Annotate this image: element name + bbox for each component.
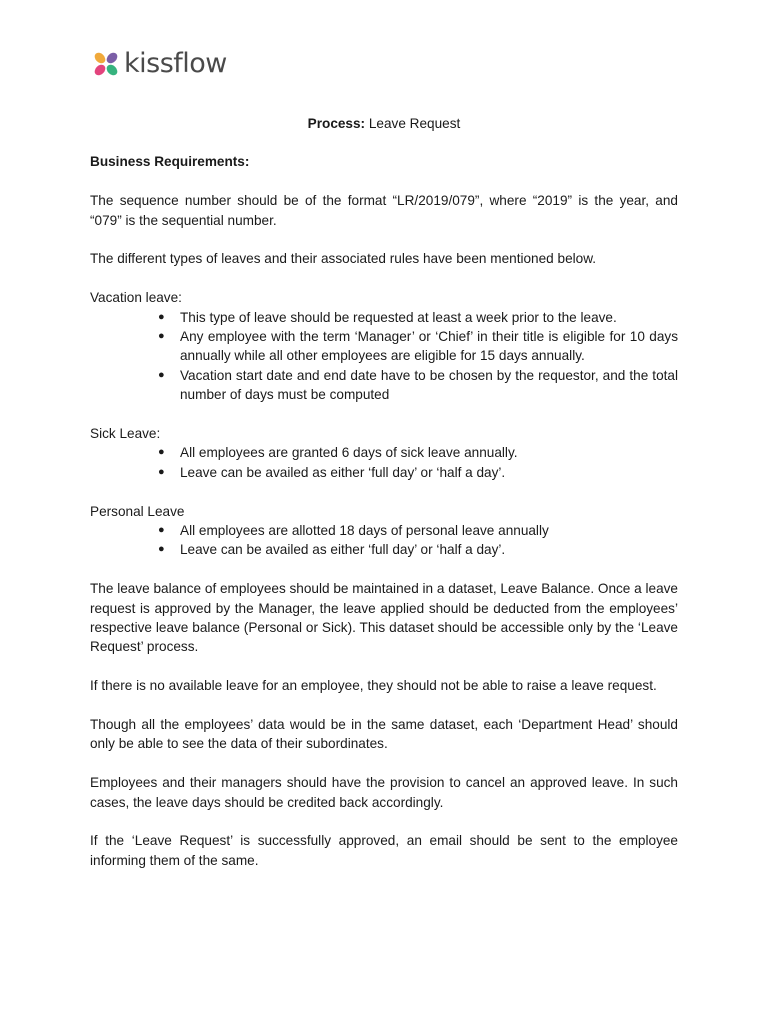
sick-leave-label: Sick Leave: (90, 426, 161, 442)
list-item: ● This type of leave should be requested at least a week prior to the leave. (180, 308, 678, 327)
leave-balance-paragraph: The leave balance of employees should be maintained in a dataset, Leave Balance. Once a leave request is approved by the Manager, the leave applied should be deducted from the employees’ respective leave balance (Personal or Sick). This dataset should be accessible only by the ‘Leave Request’ process. (90, 581, 678, 655)
document-title (90, 114, 678, 133)
list-item: ● Vacation start date and end date have to be chosen by the requestor, and the total number of days must be computed (180, 366, 678, 405)
kissflow-logo (92, 48, 227, 80)
list-item: ● All employees are allotted 18 days of personal leave annually (180, 521, 678, 540)
cancel-leave-paragraph: Employees and their managers should have the provision to cancel an approved leave. In such cases, the leave days should be credited back accordingly. (90, 775, 678, 810)
vacation-leave-label: Vacation leave: (90, 290, 182, 306)
logo-wordmark: kissflow (124, 48, 227, 79)
list-item: ● All employees are granted 6 days of sick leave annually. (180, 443, 678, 462)
sick-leave-list (90, 443, 678, 482)
title-value: Leave Request (365, 116, 461, 131)
title-label: Process: (307, 116, 366, 131)
list-item: ● Any employee with the term ‘Manager’ or ‘Chief’ in their title is eligible for 10 days annually while all other employees are eligible for 15 days annually. (180, 327, 678, 366)
list-item: ● Leave can be availed as either ‘full day’ or ‘half a day’. (180, 463, 678, 482)
kissflow-butterfly-icon (92, 50, 120, 78)
sequence-paragraph: The sequence number should be of the format “LR/2019/079”, where “2019” is the year, and “079” is the sequential number. (90, 193, 678, 228)
document-body (90, 114, 678, 890)
vacation-leave-list (90, 308, 678, 405)
department-head-paragraph: Though all the employees’ data would be in the same dataset, each ‘Department Head’ should only be able to see the data of their subordinates. (90, 717, 678, 752)
personal-leave-label: Personal Leave (90, 503, 185, 519)
personal-leave-list (90, 521, 678, 560)
email-notification-paragraph: If the ‘Leave Request’ is successfully approved, an email should be sent to the employee informing them of the same. (90, 833, 678, 868)
no-leave-paragraph: If there is no available leave for an employee, they should not be able to raise a leave request. (90, 678, 657, 694)
leave-types-paragraph: The different types of leaves and their associated rules have been mentioned below. (90, 251, 597, 267)
list-item: ● Leave can be availed as either ‘full day’ or ‘half a day’. (180, 540, 678, 559)
business-requirements-heading: Business Requirements: (90, 154, 250, 170)
